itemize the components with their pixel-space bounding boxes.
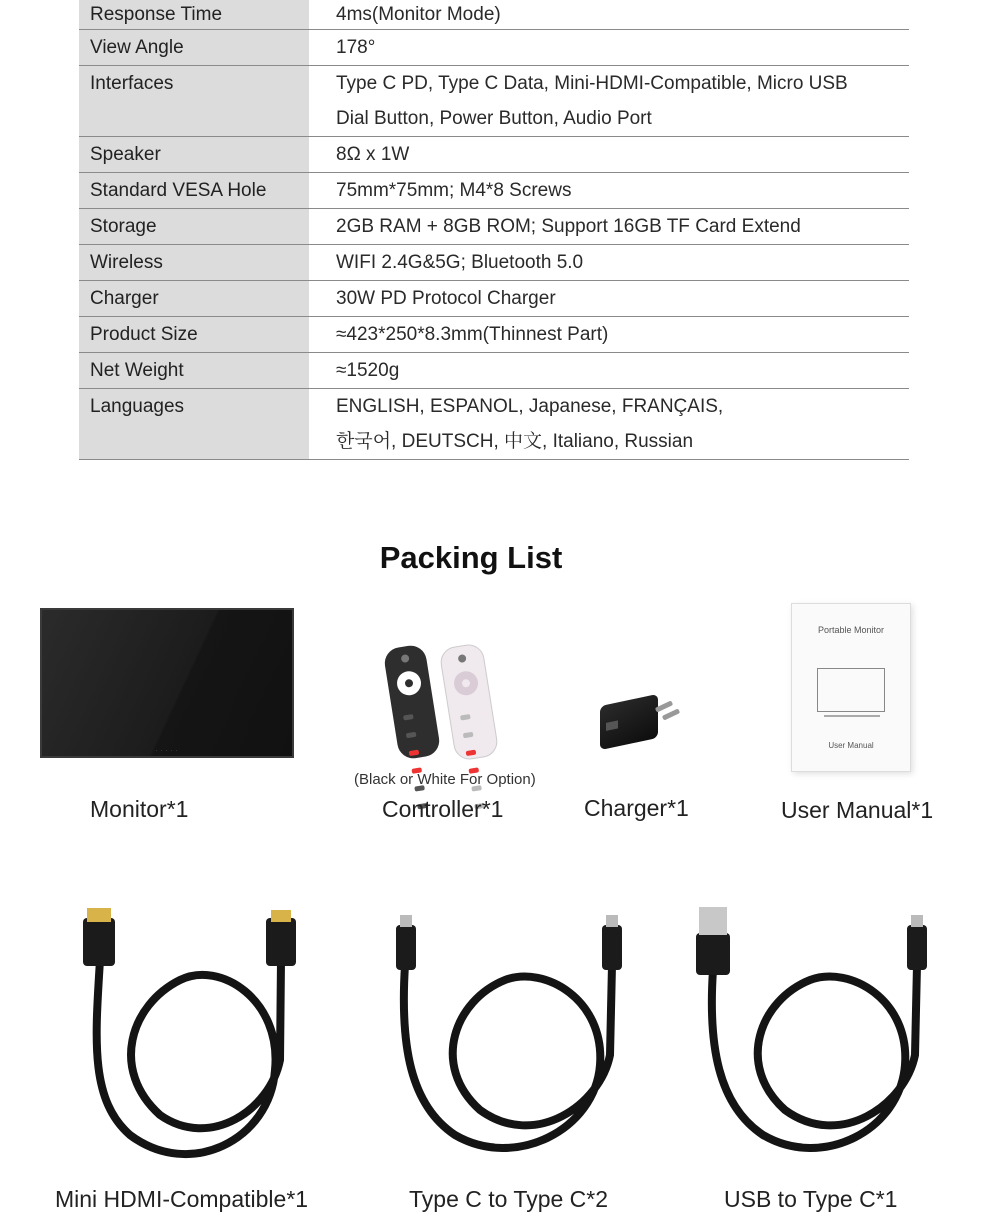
spec-value-line: 178° — [336, 37, 376, 58]
user-manual-image — [791, 603, 911, 772]
spec-row — [79, 137, 909, 173]
spec-value — [309, 389, 909, 459]
packing-list-title: Packing List — [379, 540, 563, 575]
spec-label: Storage — [79, 209, 309, 244]
spec-value — [309, 0, 909, 29]
spec-row — [79, 353, 909, 389]
spec-row — [79, 281, 909, 317]
charger-label: Charger*1 — [584, 795, 689, 821]
spec-value — [309, 281, 909, 316]
spec-row — [79, 245, 909, 281]
spec-label: Wireless — [79, 245, 309, 280]
spec-value — [309, 173, 909, 208]
monitor-label: Monitor*1 — [90, 796, 189, 822]
spec-label: Standard VESA Hole — [79, 173, 309, 208]
spec-value — [309, 30, 909, 65]
spec-label: Interfaces — [79, 66, 309, 136]
spec-row — [79, 0, 909, 30]
usb-type-c-cable-label: USB to Type C*1 — [724, 1186, 898, 1212]
manual-cover-title: Portable Monitor — [817, 625, 885, 635]
spec-value-line: 75mm*75mm; M4*8 Screws — [336, 180, 572, 201]
usb-type-c-cable-image — [688, 905, 938, 1155]
spec-label: Product Size — [79, 317, 309, 352]
controller-note: (Black or White For Option) — [354, 771, 536, 788]
spec-value-line: 8Ω x 1W — [336, 144, 410, 165]
spec-value-line: WIFI 2.4G&5G; Bluetooth 5.0 — [336, 252, 584, 273]
user-manual-label: User Manual*1 — [781, 797, 934, 823]
spec-label: Charger — [79, 281, 309, 316]
spec-value-line: ENGLISH, ESPANOL, Japanese, FRANÇAIS, — [336, 396, 724, 417]
spec-value-line: ≈423*250*8.3mm(Thinnest Part) — [336, 324, 609, 345]
spec-row — [79, 66, 909, 137]
charger-prong-icon — [662, 708, 680, 720]
type-c-cable-label: Type C to Type C*2 — [409, 1186, 609, 1212]
spec-value — [309, 66, 909, 136]
spec-label: Response Time — [79, 0, 309, 29]
spec-value-line: 2GB RAM + 8GB ROM; Support 16GB TF Card Extend — [336, 216, 801, 237]
mini-hdmi-cable-image — [70, 900, 310, 1160]
spec-value — [309, 209, 909, 244]
manual-cover-subtitle: User Manual — [828, 741, 874, 750]
black-remote-image — [382, 643, 441, 760]
spec-value-line: Type C PD, Type C Data, Mini-HDMI-Compatible, Micro USB — [336, 73, 848, 94]
type-c-cable-image — [385, 905, 635, 1155]
spec-label: View Angle — [79, 30, 309, 65]
spec-value-line: ≈1520g — [336, 360, 400, 381]
spec-value — [309, 137, 909, 172]
spec-value-line: 한국어, DEUTSCH, 中文, Italiano, Russian — [336, 431, 694, 452]
spec-row — [79, 173, 909, 209]
spec-value-line: Dial Button, Power Button, Audio Port — [336, 108, 652, 129]
spec-table — [79, 0, 909, 460]
spec-value — [309, 353, 909, 388]
controller-label: Controller*1 — [382, 796, 504, 822]
spec-label: Speaker — [79, 137, 309, 172]
spec-row — [79, 30, 909, 66]
spec-value-line: 4ms(Monitor Mode) — [336, 4, 501, 25]
charger-image — [600, 694, 658, 750]
monitor-image: · · · · · — [40, 608, 294, 758]
spec-label: Net Weight — [79, 353, 309, 388]
spec-label: Languages — [79, 389, 309, 459]
spec-row — [79, 317, 909, 353]
spec-value-line: 30W PD Protocol Charger — [336, 288, 556, 309]
white-remote-image — [438, 642, 499, 761]
spec-row — [79, 389, 909, 460]
mini-hdmi-cable-label: Mini HDMI-Compatible*1 — [55, 1186, 309, 1212]
spec-value — [309, 245, 909, 280]
spec-row — [79, 209, 909, 245]
spec-value — [309, 317, 909, 352]
